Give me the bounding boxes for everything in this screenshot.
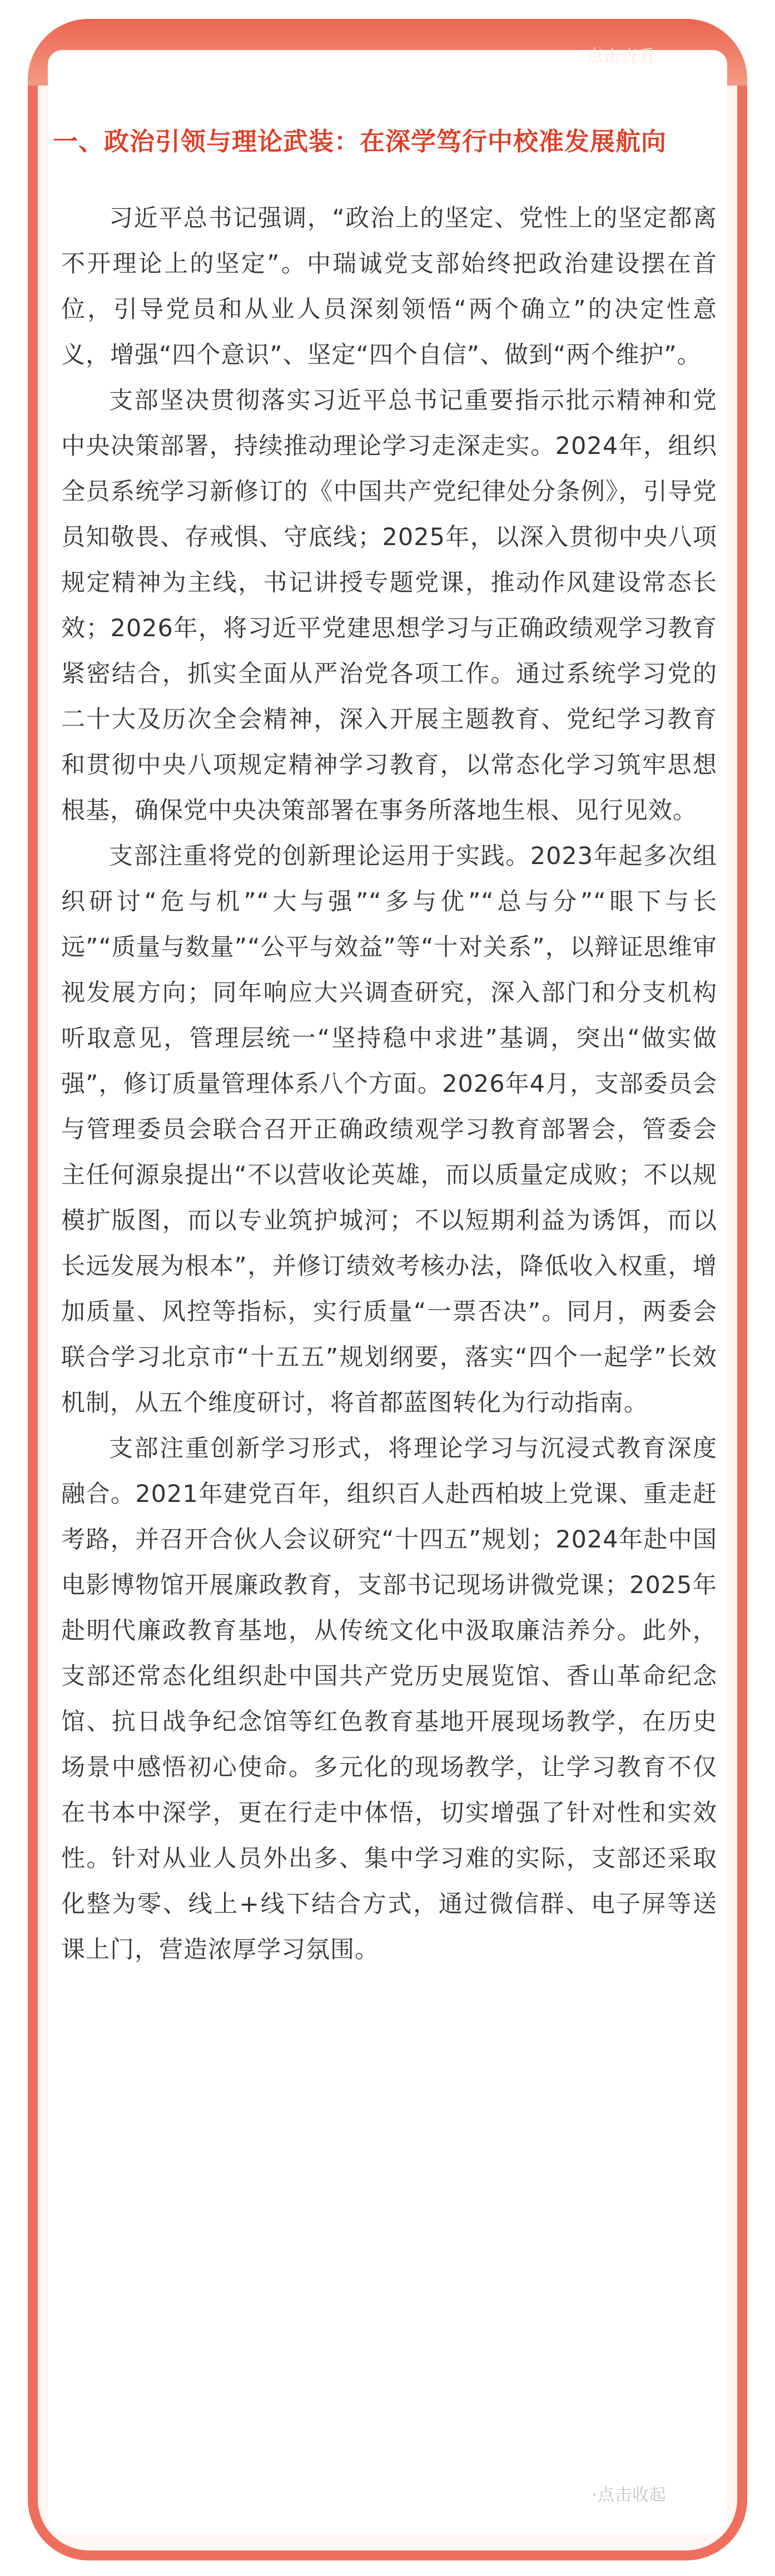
paragraph: 支部坚决贯彻落实习近平总书记重要指示批示精神和党中央决策部署，持续推动理论学习走深走实。2024年，组织全员系统学习新修订的《中国共产党纪律处分条例》，引导党员知敬畏、存戒惧、守底线；2025年，以深入贯彻中央八项规定精神为主线，书记讲授专题党课，推动作风建设常态长效；2026年，将习近平党建思想学习与正确政绩观学习教育紧密结合，抓实全面从严治党各项工作。通过系统学习党的二十大及历次全会精神，深入开展主题教育、党纪学习教育和贯彻中央八项规定精神学习教育，以常态化学习筑牢思想根基，确保党中央决策部署在事务所落地生根、见行见效。 xyxy=(61,387,717,825)
paragraph: 习近平总书记强调，“政治上的坚定、党性上的坚定都离不开理论上的坚定”。中瑞诚党支部始终把政治建设摆在首位，引导党员和从业人员深刻领悟“两个确立”的决定性意义，增强“四个意识”、坚定“四个自信”、做到“两个维护”。 xyxy=(61,204,717,369)
section-title: 一、政治引领与理论武装：在深学笃行中校准发展航向 xyxy=(53,127,667,156)
paragraph: 支部注重将党的创新理论运用于实践。2023年起多次组织研讨“危与机”“大与强”“多与优”“总与分”“眼下与长远”“质量与数量”“公平与效益”等“十对关系”，以辩证思维审视发展方向；同年响应大兴调查研究，深入部门和分支机构听取意见，管理层统一“坚持稳中求进”基调，突出“做实做强”，修订质量管理体系八个方面。2026年4月，支部委员会与管理委员会联合召开正确政绩观学习教育部署会，管委会主任何源泉提出“不以营收论英雄，而以质量定成败；不以规模扩版图，而以专业筑护城河；不以短期利益为诱饵，而以长远发展为根本”，并修订绩效考核办法，降低收入权重，增加质量、风控等指标，实行质量“一票否决”。同月，两委会联合学习北京市“十五五”规划纲要，落实“四个一起学”长效机制，从五个维度研讨，将首都蓝图转化为行动指南。 xyxy=(61,842,717,1417)
expand-toggle[interactable]: ·点击查看 xyxy=(580,47,655,66)
article-content xyxy=(61,196,717,1973)
collapse-toggle[interactable]: ·点击收起 xyxy=(592,2485,667,2505)
paragraph: 支部注重创新学习形式，将理论学习与沉浸式教育深度融合。2021年建党百年，组织百人赴西柏坡上党课、重走赶考路，并召开合伙人会议研究“十四五”规划；2024年赴中国电影博物馆开展廉政教育，支部书记现场讲微党课；2025年赴明代廉政教育基地，从传统文化中汲取廉洁养分。此外，支部还常态化组织赴中国共产党历史展览馆、香山革命纪念馆、抗日战争纪念馆等红色教育基地开展现场教学，在历史场景中感悟初心使命。多元化的现场教学，让学习教育不仅在书本中深学，更在行走中体悟，切实增强了针对性和实效性。针对从业人员外出多、集中学习难的实际，支部还采取化整为零、线上+线下结合方式，通过微信群、电子屏等送课上门，营造浓厚学习氛围。 xyxy=(61,1435,717,1964)
